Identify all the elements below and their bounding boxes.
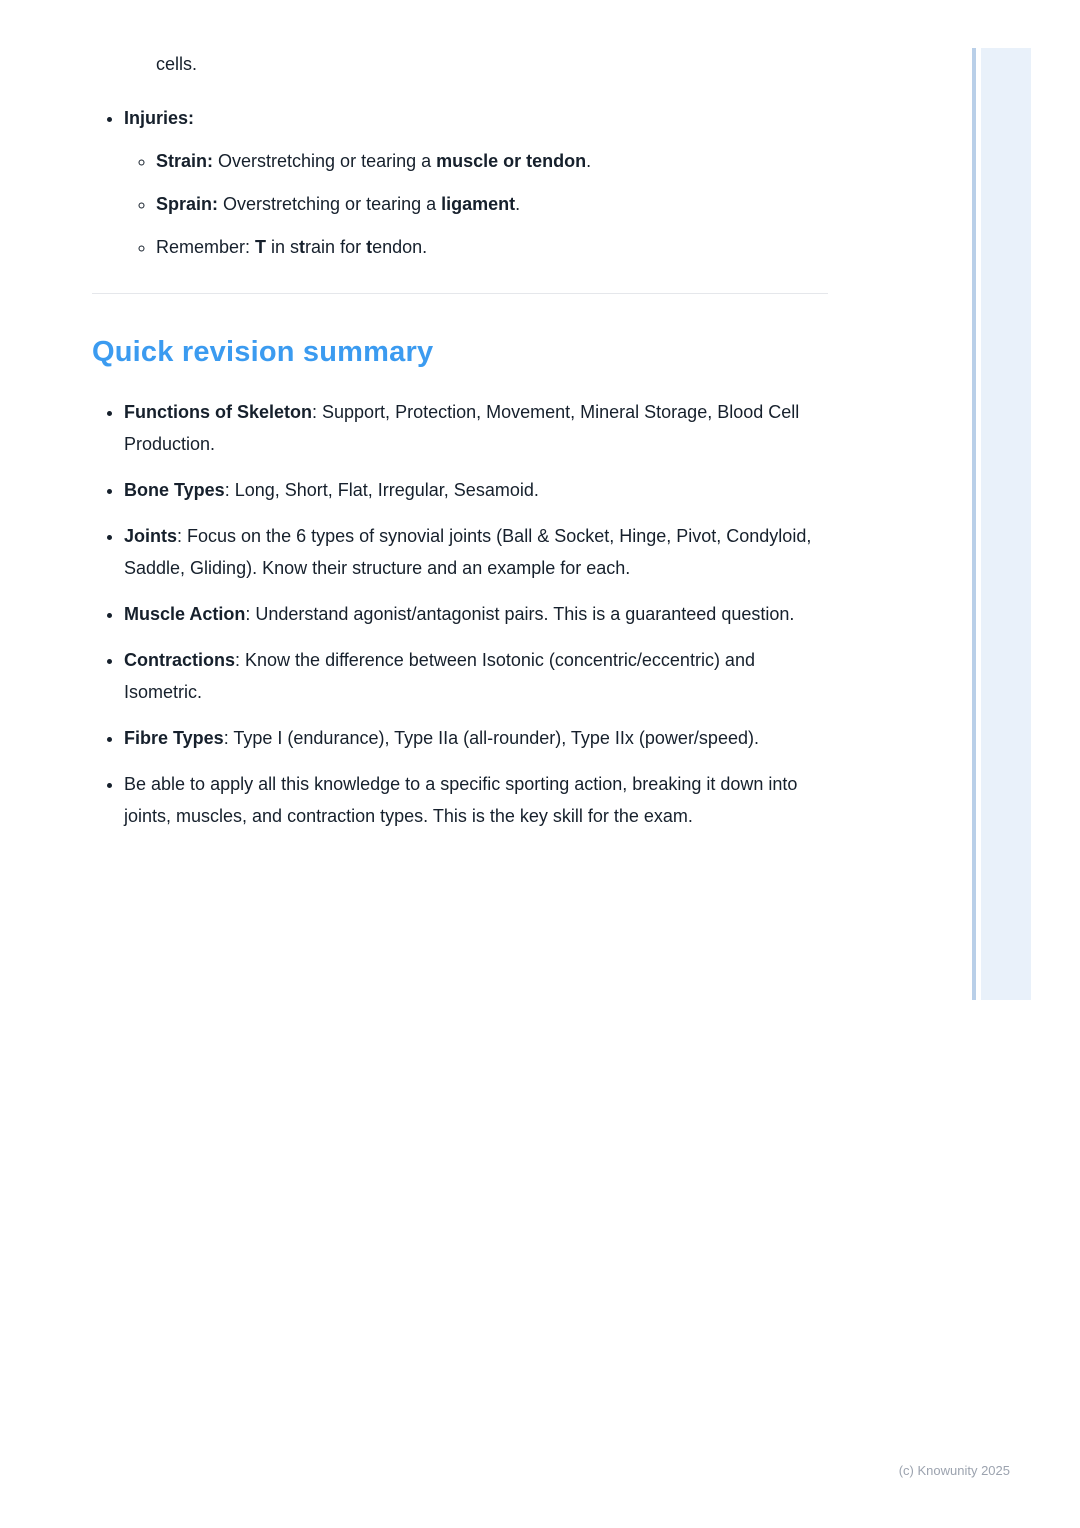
summary-list bbox=[92, 396, 828, 832]
bold-text-run: Fibre Types bbox=[124, 728, 224, 748]
continuation-text: cells. bbox=[156, 54, 198, 74]
bold-text-run: muscle or tendon bbox=[436, 151, 587, 171]
text-run: : Know the difference between Isotonic (concentric/eccentric) and Isometric. bbox=[124, 650, 755, 702]
text-run: Overstretching or tearing a bbox=[218, 194, 442, 214]
scroll-indicator-line bbox=[972, 48, 976, 1000]
summary-item bbox=[124, 396, 828, 460]
summary-item bbox=[124, 598, 828, 630]
injuries-sub-item bbox=[156, 145, 828, 177]
scrollbar-track[interactable] bbox=[981, 48, 1031, 1000]
section-divider bbox=[92, 293, 828, 294]
text-run: : Focus on the 6 types of synovial joints (Ball & Socket, Hinge, Pivot, Condyloid, Saddle, Gliding). Know their structure and an example for each. bbox=[124, 526, 812, 578]
text-run: endon. bbox=[372, 237, 428, 257]
summary-item bbox=[124, 520, 828, 584]
summary-item bbox=[124, 644, 828, 708]
bold-text-run: T bbox=[255, 237, 267, 257]
injuries-title bbox=[124, 108, 194, 128]
text-run: : Long, Short, Flat, Irregular, Sesamoid. bbox=[224, 480, 539, 500]
text-run: : Type I (endurance), Type IIa (all-rounder), Type IIx (power/speed). bbox=[223, 728, 759, 748]
text-run: : Understand agonist/antagonist pairs. This is a guaranteed question. bbox=[245, 604, 795, 624]
bold-text-run: t bbox=[366, 237, 373, 257]
bold-text-run: Sprain: bbox=[156, 194, 219, 214]
bold-text-run: Strain: bbox=[156, 151, 214, 171]
text-run: Be able to apply all this knowledge to a specific sporting action, breaking it down into joints, muscles, and contraction types. This is the key skill for the exam. bbox=[124, 774, 798, 826]
text-run: . bbox=[586, 151, 592, 171]
text-run: . bbox=[515, 194, 521, 214]
summary-item bbox=[124, 722, 828, 754]
bold-text-run: Joints bbox=[124, 526, 178, 546]
summary-item bbox=[124, 768, 828, 832]
bold-text-run: Muscle Action bbox=[124, 604, 246, 624]
injuries-list bbox=[92, 102, 828, 263]
injuries-list-item bbox=[124, 102, 828, 263]
text-run: Overstretching or tearing a bbox=[213, 151, 437, 171]
text-run: in s bbox=[266, 237, 300, 257]
bold-text-run: ligament bbox=[441, 194, 516, 214]
document-content bbox=[92, 48, 828, 846]
section-heading: Quick revision summary bbox=[92, 336, 434, 368]
text-run: rain for bbox=[305, 237, 367, 257]
footer-credit: (c) Knowunity 2025 bbox=[898, 1463, 1010, 1478]
text-run: Remember: bbox=[156, 237, 256, 257]
bold-text-run: Contractions bbox=[124, 650, 236, 670]
bold-text-run: t bbox=[299, 237, 306, 257]
injuries-sub-item bbox=[156, 188, 828, 220]
injuries-sub-item bbox=[156, 231, 828, 263]
summary-item bbox=[124, 474, 828, 506]
bold-text-run: Bone Types bbox=[124, 480, 225, 500]
injuries-sublist bbox=[124, 145, 828, 263]
bold-text-run: Injuries: bbox=[124, 108, 195, 128]
text-run: : Support, Protection, Movement, Mineral Storage, Blood Cell Production. bbox=[124, 402, 800, 454]
bold-text-run: Functions of Skeleton bbox=[124, 402, 313, 422]
